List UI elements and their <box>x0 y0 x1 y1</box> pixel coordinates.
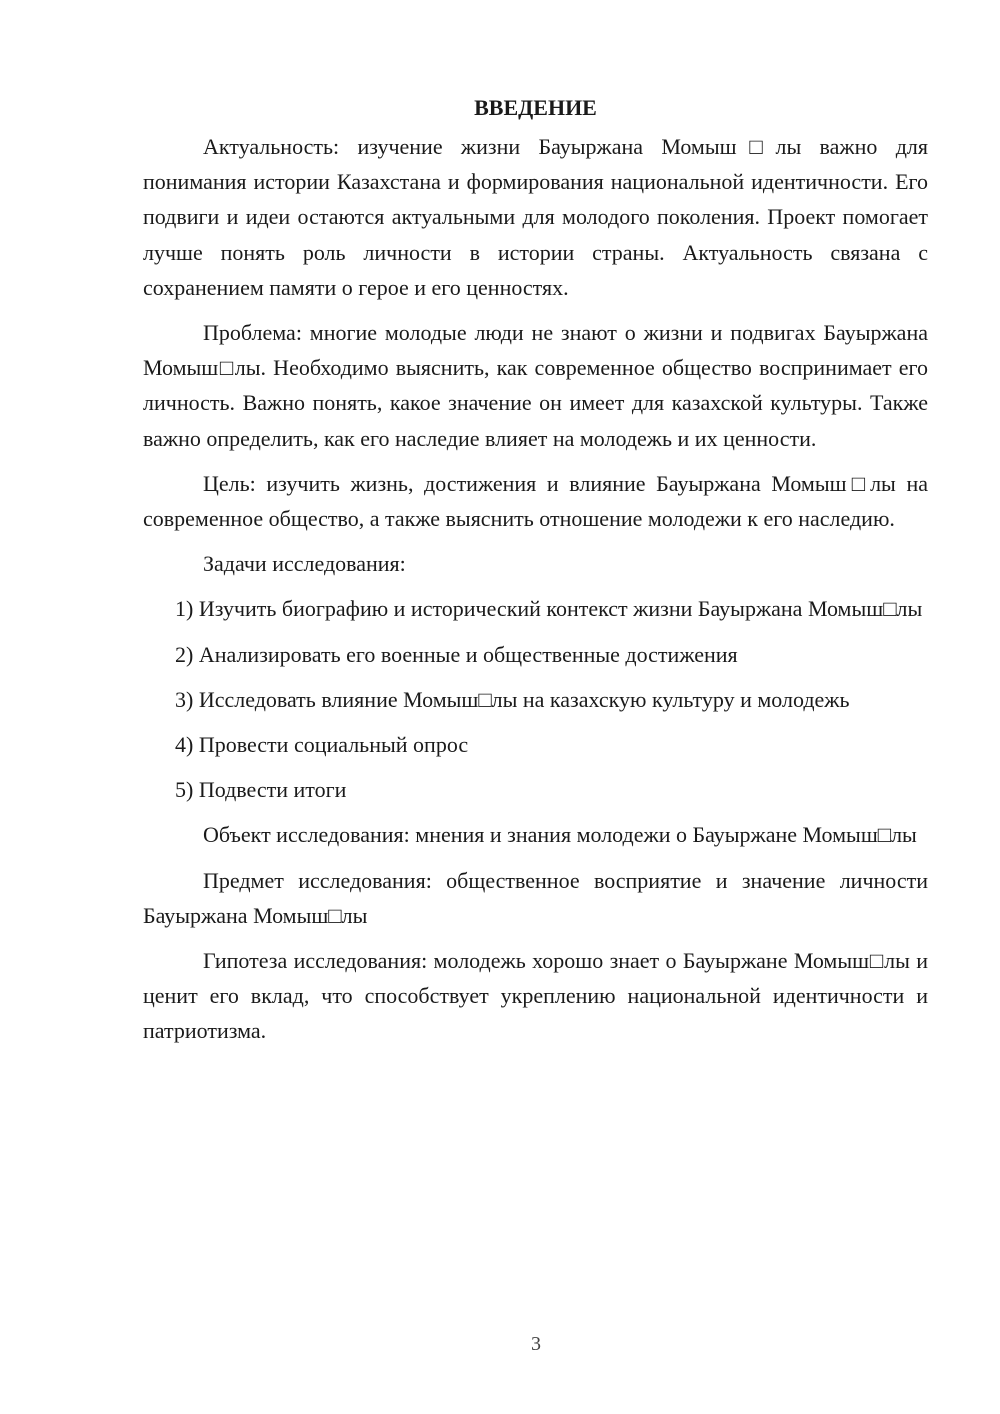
task-item-3: 3) Исследовать влияние Момыш□лы на казахскую культуру и молодежь <box>175 686 850 712</box>
page-number: 3 <box>531 1333 541 1355</box>
problem-paragraph: Проблема: многие молодые люди не знают о жизни и подвигах Бауыржана Момыш□лы. Необходимо выяснить, как современное общество воспринимает его личность. Важно понять, какое значение он имеет для казахской культуры. Также важно определить, как его наследие влияет на молодежь и их ценности. <box>143 320 928 451</box>
task-item-2: 2) Анализировать его военные и общественные достижения <box>175 641 738 667</box>
task-item-4: 4) Провести социальный опрос <box>175 732 469 758</box>
tasks-list <box>143 591 928 807</box>
hypothesis-paragraph: Гипотеза исследования: молодежь хорошо знает о Бауыржане Момыш□лы и ценит его вклад, что способствует укреплению национальной идентичности и патриотизма. <box>143 948 928 1044</box>
task-item-5: 5) Подвести итоги <box>175 777 347 803</box>
tasks-heading: Задачи исследования: <box>203 551 406 577</box>
subject-paragraph: Предмет исследования: общественное восприятие и значение личности Бауыржана Момыш□лы <box>143 867 928 928</box>
page-title: ВВЕДЕНИЕ <box>474 95 597 120</box>
object-paragraph: Объект исследования: мнения и знания молодежи о Бауыржане Момыш□лы <box>203 822 917 848</box>
goal-paragraph: Цель: изучить жизнь, достижения и влияние Бауыржана Момыш□лы на современное общество, а также выяснить отношение молодежи к его наследию. <box>143 470 928 532</box>
task-item-1: 1) Изучить биографию и исторический контекст жизни Бауыржана Момыш□лы <box>175 596 923 622</box>
document-page <box>143 90 928 1059</box>
relevance-paragraph: Актуальность: изучение жизни Бауыржана Момыш□лы важно для понимания истории Казахстана и формирования национальной идентичности. Его подвиги и идеи остаются актуальными для молодого поколения. Проект помогает лучше понять роль личности в истории страны. Актуальность связана с сохранением памяти о герое и его ценностях. <box>143 134 928 300</box>
